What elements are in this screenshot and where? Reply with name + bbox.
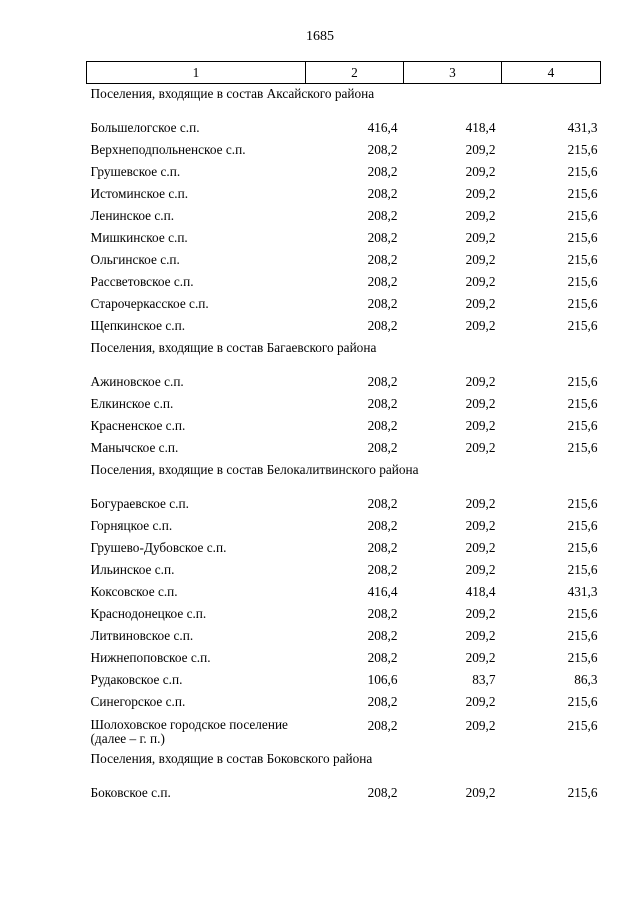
settlement-name: Рудаковское с.п. — [90, 671, 183, 687]
group-title: Поселения, входящие в состав Багаевского района — [90, 339, 377, 355]
value-col-3: 209,2 — [465, 784, 496, 800]
value-col-2: 416,4 — [367, 119, 398, 135]
value-col-2: 208,2 — [367, 495, 398, 511]
table-row — [87, 372, 601, 394]
value-col-4: 215,6 — [567, 395, 598, 411]
settlement-name: Ажиновское с.п. — [90, 373, 184, 389]
value-col-4: 215,6 — [567, 317, 598, 333]
column-header-1: 1 — [87, 62, 306, 84]
value-col-4: 431,3 — [567, 583, 598, 599]
value-col-2: 208,2 — [367, 185, 398, 201]
value-col-4: 215,6 — [567, 295, 598, 311]
table-row — [87, 394, 601, 416]
value-col-3: 209,2 — [465, 649, 496, 665]
value-col-4: 431,3 — [567, 119, 598, 135]
value-col-4: 215,6 — [567, 273, 598, 289]
table-row — [87, 250, 601, 272]
value-col-3: 209,2 — [465, 395, 496, 411]
settlement-name: Горняцкое с.п. — [90, 517, 173, 533]
value-col-4: 215,6 — [567, 207, 598, 223]
value-col-3: 209,2 — [465, 517, 496, 533]
settlement-name: Рассветовское с.п. — [90, 273, 194, 289]
table-row — [87, 582, 601, 604]
settlement-name: Грушевское с.п. — [90, 163, 181, 179]
value-col-3: 209,2 — [465, 495, 496, 511]
value-col-2: 208,2 — [367, 693, 398, 709]
settlement-name: Коксовское с.п. — [90, 583, 178, 599]
value-col-3: 209,2 — [465, 439, 496, 455]
settlement-name: Краснодонецкое с.п. — [90, 605, 207, 621]
value-col-2: 208,2 — [367, 207, 398, 223]
value-col-4: 215,6 — [567, 784, 598, 800]
settlement-name: Красненское с.п. — [90, 417, 186, 433]
group-title: Поселения, входящие в состав Боковского района — [90, 750, 373, 766]
value-col-4: 215,6 — [567, 517, 598, 533]
value-col-3: 209,2 — [465, 295, 496, 311]
value-col-2: 208,2 — [367, 373, 398, 389]
value-col-4: 215,6 — [567, 229, 598, 245]
value-col-2: 208,2 — [367, 784, 398, 800]
value-col-2: 208,2 — [367, 395, 398, 411]
table-row — [87, 416, 601, 438]
table-row — [87, 538, 601, 560]
value-col-4: 215,6 — [567, 717, 598, 733]
table-row — [87, 228, 601, 250]
table-row — [87, 648, 601, 670]
value-col-3: 83,7 — [472, 671, 496, 687]
value-col-3: 209,2 — [465, 717, 496, 733]
value-col-4: 215,6 — [567, 605, 598, 621]
value-col-2: 208,2 — [367, 649, 398, 665]
value-col-2: 416,4 — [367, 583, 398, 599]
data-table — [86, 61, 601, 805]
header-row — [87, 62, 601, 84]
value-col-2: 208,2 — [367, 627, 398, 643]
settlement-name: Елкинское с.п. — [90, 395, 174, 411]
settlement-name: Щепкинское с.п. — [90, 317, 186, 333]
settlement-name: Большелогское с.п. — [90, 119, 200, 135]
table-row — [87, 316, 601, 338]
table-row — [87, 272, 601, 294]
settlement-name: Старочеркасское с.п. — [90, 295, 209, 311]
table-row — [87, 516, 601, 538]
value-col-3: 209,2 — [465, 163, 496, 179]
value-col-3: 209,2 — [465, 561, 496, 577]
value-col-2: 208,2 — [367, 417, 398, 433]
value-col-4: 215,6 — [567, 163, 598, 179]
settlement-name: Мишкинское с.п. — [90, 229, 188, 245]
value-col-2: 208,2 — [367, 273, 398, 289]
settlement-name: Шолоховское городское поселение (далее – г. п.) — [90, 716, 288, 746]
settlement-name: Боковское с.п. — [90, 784, 171, 800]
group-header-row — [87, 460, 601, 494]
value-col-4: 86,3 — [574, 671, 598, 687]
value-col-4: 215,6 — [567, 649, 598, 665]
value-col-3: 209,2 — [465, 373, 496, 389]
table-row — [87, 692, 601, 714]
group-header-row — [87, 749, 601, 783]
settlement-name: Верхнеподпольненское с.п. — [90, 141, 246, 157]
value-col-4: 215,6 — [567, 141, 598, 157]
group-title: Поселения, входящие в состав Белокалитвинского района — [90, 461, 419, 477]
value-col-2: 208,2 — [367, 539, 398, 555]
value-col-3: 209,2 — [465, 539, 496, 555]
value-col-2: 208,2 — [367, 141, 398, 157]
table-row — [87, 162, 601, 184]
table-row — [87, 604, 601, 626]
value-col-3: 209,2 — [465, 141, 496, 157]
settlement-name: Нижнепоповское с.п. — [90, 649, 211, 665]
column-header-3: 3 — [404, 62, 502, 84]
value-col-4: 215,6 — [567, 539, 598, 555]
value-col-3: 209,2 — [465, 605, 496, 621]
value-col-4: 215,6 — [567, 251, 598, 267]
settlement-name: Литвиновское с.п. — [90, 627, 194, 643]
settlement-name: Синегорское с.п. — [90, 693, 186, 709]
value-col-4: 215,6 — [567, 627, 598, 643]
value-col-2: 208,2 — [367, 605, 398, 621]
table-row — [87, 494, 601, 516]
value-col-4: 215,6 — [567, 185, 598, 201]
value-col-4: 215,6 — [567, 373, 598, 389]
value-col-3: 209,2 — [465, 229, 496, 245]
settlement-name: Ольгинское с.п. — [90, 251, 180, 267]
table-row — [87, 626, 601, 648]
value-col-2: 106,6 — [367, 671, 398, 687]
value-col-2: 208,2 — [367, 517, 398, 533]
table-row — [87, 140, 601, 162]
value-col-4: 215,6 — [567, 693, 598, 709]
table-body — [87, 84, 601, 805]
value-col-4: 215,6 — [567, 495, 598, 511]
value-col-3: 209,2 — [465, 693, 496, 709]
value-col-3: 209,2 — [465, 207, 496, 223]
settlement-name: Ильинское с.п. — [90, 561, 175, 577]
value-col-4: 215,6 — [567, 439, 598, 455]
value-col-3: 209,2 — [465, 317, 496, 333]
table-row — [87, 714, 601, 749]
value-col-3: 209,2 — [465, 273, 496, 289]
group-title: Поселения, входящие в состав Аксайского района — [90, 86, 375, 101]
group-header-row — [87, 338, 601, 372]
column-header-4: 4 — [502, 62, 601, 84]
value-col-3: 209,2 — [465, 251, 496, 267]
settlement-name: Манычское с.п. — [90, 439, 179, 455]
value-col-2: 208,2 — [367, 439, 398, 455]
group-header-row — [87, 84, 601, 118]
value-col-2: 208,2 — [367, 717, 398, 733]
table-row — [87, 560, 601, 582]
settlement-name: Грушево-Дубовское с.п. — [90, 539, 227, 555]
settlement-name: Богураевское с.п. — [90, 495, 189, 511]
table-row — [87, 670, 601, 692]
value-col-4: 215,6 — [567, 561, 598, 577]
table-row — [87, 783, 601, 805]
value-col-4: 215,6 — [567, 417, 598, 433]
value-col-3: 418,4 — [465, 119, 496, 135]
column-header-2: 2 — [306, 62, 404, 84]
value-col-3: 418,4 — [465, 583, 496, 599]
value-col-2: 208,2 — [367, 317, 398, 333]
settlement-name: Истоминское с.п. — [90, 185, 189, 201]
page-number: 1685 — [306, 29, 334, 44]
value-col-2: 208,2 — [367, 229, 398, 245]
value-col-2: 208,2 — [367, 163, 398, 179]
value-col-2: 208,2 — [367, 251, 398, 267]
settlement-name: Ленинское с.п. — [90, 207, 175, 223]
table-row — [87, 118, 601, 140]
table-row — [87, 438, 601, 460]
table-row — [87, 294, 601, 316]
value-col-2: 208,2 — [367, 295, 398, 311]
value-col-3: 209,2 — [465, 627, 496, 643]
table-row — [87, 184, 601, 206]
table-row — [87, 206, 601, 228]
value-col-2: 208,2 — [367, 561, 398, 577]
value-col-3: 209,2 — [465, 185, 496, 201]
value-col-3: 209,2 — [465, 417, 496, 433]
